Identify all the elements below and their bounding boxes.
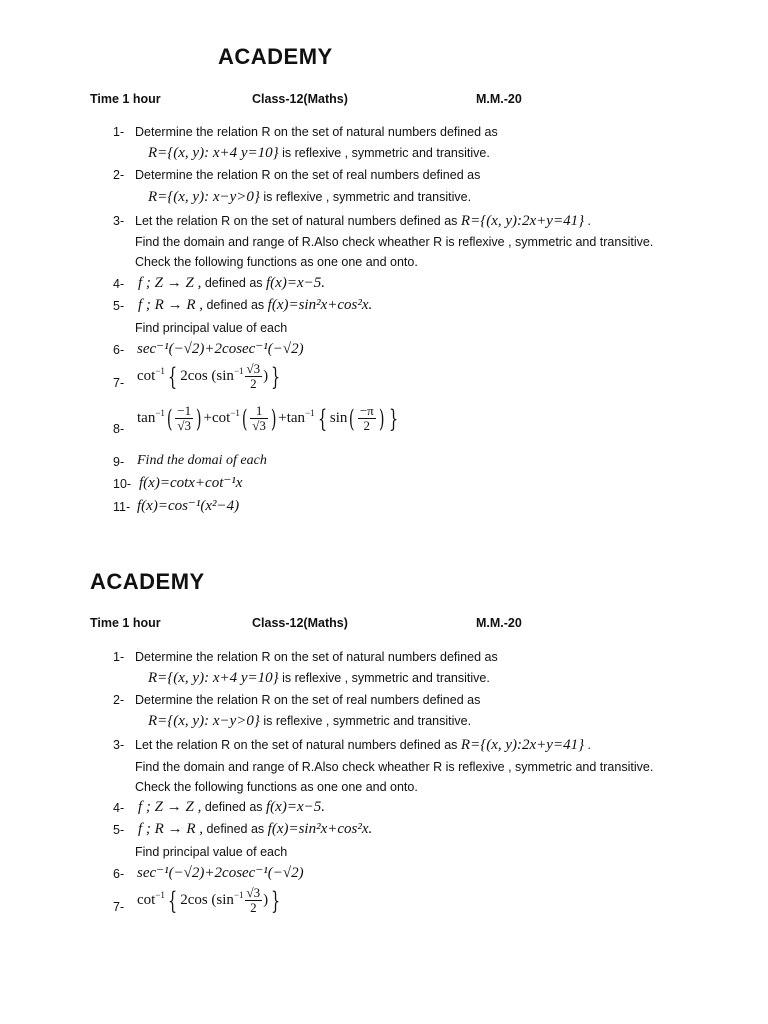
question-number: 6- bbox=[113, 867, 125, 881]
question-text: Check the following functions as one one and onto. bbox=[135, 780, 418, 794]
question-number: 1- bbox=[113, 125, 125, 139]
question-number: 9- bbox=[113, 455, 125, 469]
question-condition: is reflexive , symmetric and transitive. bbox=[263, 714, 472, 728]
question-number: 1- bbox=[113, 650, 125, 664]
question-number: 8- bbox=[113, 422, 125, 436]
expression bbox=[137, 498, 239, 514]
class-label: Class-12(Maths) bbox=[252, 616, 348, 630]
defined-as-label: defined as bbox=[204, 800, 263, 814]
function-mapping: f ; R → R , bbox=[138, 821, 203, 837]
question-math-line: Let the relation R on the set of natural numbers defined as R={(x, y):2x+y=41} . bbox=[135, 737, 592, 753]
question-condition: is reflexive , symmetric and transitive. bbox=[263, 190, 472, 204]
function-mapping: f ; Z → Z , bbox=[138, 275, 202, 291]
question-text: Check the following functions as one one and onto. bbox=[135, 255, 418, 269]
section-heading: Find principal value of each bbox=[135, 321, 288, 335]
defined-as-label: defined as bbox=[206, 298, 265, 312]
class-label: Class-12(Maths) bbox=[252, 92, 348, 106]
time-label: Time 1 hour bbox=[90, 92, 161, 106]
question-math-line bbox=[148, 189, 471, 205]
time-label: Time 1 hour bbox=[90, 616, 161, 630]
relation-expression: R={(x, y): x+4 y=10} bbox=[148, 145, 279, 161]
question-text: Determine the relation R on the set of natural numbers defined as bbox=[135, 650, 498, 664]
question-math-line bbox=[148, 145, 490, 161]
function-mapping: f ; Z → Z , bbox=[138, 799, 202, 815]
question-math-line bbox=[148, 670, 490, 686]
question-number: 10- bbox=[113, 477, 132, 491]
expression: $\cot^{-1}$ { 2cos ($\sin^{-1}$ $\frac{√3}{2}$ ) } bbox=[137, 361, 281, 391]
relation-expression: R={(x, y):2x+y=41} bbox=[460, 737, 585, 753]
question-number: 7- bbox=[113, 376, 125, 390]
question-number: 5- bbox=[113, 299, 125, 313]
question-text: Find the domain and range of R.Also check wheather R is reflexive , symmetric and transitive. bbox=[135, 760, 654, 774]
expression: $\cot^{-1}$ { 2cos ($\sin^{-1}$ $\frac{√3}{2}$ ) } bbox=[137, 885, 281, 915]
section-heading: Find principal value of each bbox=[135, 845, 288, 859]
principal-value-expression: sec⁻¹(−√2)+2cosec⁻¹(−√2) bbox=[137, 865, 304, 881]
relation-expression: R={(x, y): x−y>0} bbox=[148, 189, 260, 205]
function-expression: f(x)=x−5. bbox=[266, 799, 325, 815]
function-expression: f(x)=sin²x+cos²x. bbox=[267, 821, 373, 837]
question-text: Let the relation R on the set of natural numbers defined as bbox=[135, 738, 458, 752]
function-expression: f(x)=sin²x+cos²x. bbox=[267, 297, 373, 313]
question-number: 4- bbox=[113, 277, 125, 291]
question-number: 5- bbox=[113, 823, 125, 837]
question-math-line bbox=[148, 713, 471, 729]
relation-expression: R={(x, y): x−y>0} bbox=[148, 713, 260, 729]
function-mapping: f ; R → R , bbox=[138, 297, 203, 313]
page-title: ACADEMY bbox=[90, 569, 205, 594]
relation-expression: R={(x, y): x+4 y=10} bbox=[148, 670, 279, 686]
expression bbox=[137, 865, 304, 881]
marks-label: M.M.-20 bbox=[476, 92, 522, 106]
question-number: 7- bbox=[113, 900, 125, 914]
function-definition bbox=[138, 275, 325, 291]
question-number: 3- bbox=[113, 738, 125, 752]
cot-inverse: $\cot^{-1}$ bbox=[137, 889, 165, 908]
question-number: 11- bbox=[113, 500, 131, 514]
question-number: 2- bbox=[113, 168, 125, 182]
question-text: Find the domain and range of R.Also check wheather R is reflexive , symmetric and transitive. bbox=[135, 235, 654, 249]
relation-expression: R={(x, y):2x+y=41} bbox=[460, 213, 585, 229]
question-text: Determine the relation R on the set of real numbers defined as bbox=[135, 168, 481, 182]
question-math-line: Let the relation R on the set of natural numbers defined as R={(x, y):2x+y=41} . bbox=[135, 213, 592, 229]
question-number: 2- bbox=[113, 693, 125, 707]
function-definition bbox=[138, 821, 372, 837]
expression: $\tan^{-1}$( $\frac{-1}{√3}$ ) $+\cot^{-1}$( $\frac{1}{√3}$ ) $+\tan^{-1}$ { sin( $\frac{-\pi}{2}$ ) } bbox=[137, 403, 399, 433]
question-number: 4- bbox=[113, 801, 125, 815]
question-text: Determine the relation R on the set of natural numbers defined as bbox=[135, 125, 498, 139]
domain-expression: f(x)=cos⁻¹(x²−4) bbox=[137, 498, 240, 514]
expression bbox=[139, 475, 242, 491]
function-definition bbox=[138, 799, 325, 815]
function-expression: f(x)=x−5. bbox=[266, 275, 325, 291]
question-number: 3- bbox=[113, 214, 125, 228]
page-title: ACADEMY bbox=[218, 44, 333, 69]
defined-as-label: defined as bbox=[204, 276, 263, 290]
function-definition bbox=[138, 297, 372, 313]
question-condition: is reflexive , symmetric and transitive. bbox=[282, 146, 490, 160]
question-text: Let the relation R on the set of natural numbers defined as bbox=[135, 214, 458, 228]
question-text: Find the domai of each bbox=[137, 453, 267, 468]
defined-as-label: defined as bbox=[206, 822, 265, 836]
principal-value-expression: sec⁻¹(−√2)+2cosec⁻¹(−√2) bbox=[137, 341, 304, 357]
question-number: 6- bbox=[113, 343, 125, 357]
expression bbox=[137, 341, 304, 357]
marks-label: M.M.-20 bbox=[476, 616, 522, 630]
question-text: Determine the relation R on the set of real numbers defined as bbox=[135, 693, 481, 707]
question-condition: is reflexive , symmetric and transitive. bbox=[282, 671, 490, 685]
domain-expression: f(x)=cotx+cot⁻¹x bbox=[139, 475, 243, 491]
cot-inverse: $\cot^{-1}$ bbox=[137, 365, 165, 384]
